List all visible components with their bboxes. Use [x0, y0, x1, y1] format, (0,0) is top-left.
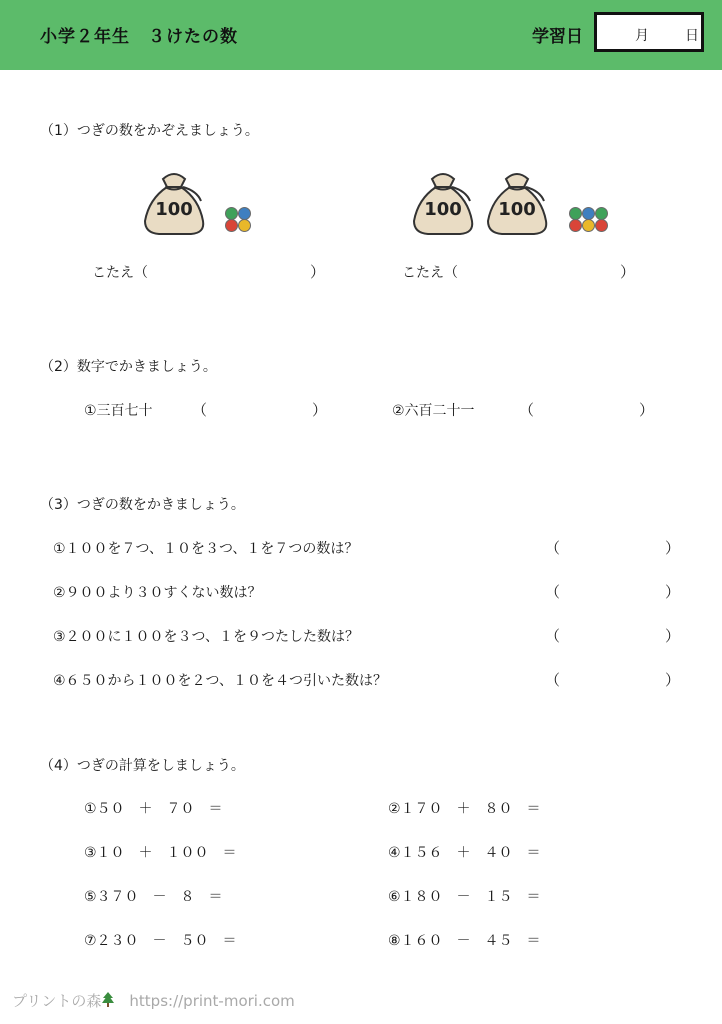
answer-open: （ [519, 401, 535, 419]
bag-value: 100 [155, 199, 193, 220]
date-label: 学習日 [532, 27, 583, 47]
date-field[interactable] [594, 12, 704, 52]
footer-brand: プリントの森 [12, 992, 102, 1010]
answer-label: こたえ（ [402, 265, 458, 281]
section2-item: ②六百二十一 [392, 403, 475, 419]
answer-close: ） [665, 627, 681, 645]
answer-close: ） [665, 671, 681, 689]
answer-close: ） [665, 583, 681, 601]
day-label: 日 [685, 28, 699, 44]
calc-problem: ⑦２３０ － ５０ ＝ [84, 933, 237, 949]
footer [12, 990, 295, 1012]
bag-value: 100 [498, 199, 536, 220]
answer-close: ） [310, 263, 326, 281]
calc-problem: ④１５６ ＋ ４０ ＝ [388, 845, 541, 861]
worksheet-title: 小学２年生 ３けたの数 [40, 27, 238, 47]
answer-open: （ [545, 671, 561, 689]
money-bag-icon [482, 165, 552, 237]
marbles-icon [567, 207, 619, 241]
header-bar [0, 0, 722, 70]
calc-problem: ③１０ ＋ １００ ＝ [84, 845, 237, 861]
bag-value: 100 [424, 199, 462, 220]
answer-close: ） [665, 539, 681, 557]
section3-item: ①１００を７つ、１０を３つ、１を７つの数は？ [53, 541, 359, 557]
money-bag-icon [408, 165, 478, 237]
calc-problem: ②１７０ ＋ ８０ ＝ [388, 801, 541, 817]
calc-problem: ⑤３７０ － ８ ＝ [84, 889, 223, 905]
footer-url[interactable]: https://print-mori.com [129, 992, 295, 1010]
section4-heading: （4）つぎの計算をしましょう。 [40, 758, 245, 774]
section3-heading: （3）つぎの数をかきましょう。 [40, 497, 245, 513]
answer-close: ） [312, 401, 328, 419]
calc-problem: ①５０ ＋ ７０ ＝ [84, 801, 223, 817]
section2-heading: （2）数字でかきましょう。 [40, 359, 217, 375]
tree-icon [101, 992, 115, 1012]
answer-open: （ [545, 583, 561, 601]
answer-close: ） [639, 401, 655, 419]
answer-open: （ [545, 627, 561, 645]
month-label: 月 [635, 28, 649, 44]
section2-item: ①三百七十 [84, 403, 153, 419]
section3-item: ②９００より３０すくない数は？ [53, 585, 262, 601]
section3-item: ④６５０から１００を２つ、１０を４つ引いた数は？ [53, 673, 387, 689]
section3-item: ③２００に１００を３つ、１を９つたした数は？ [53, 629, 359, 645]
section1-heading: （1）つぎの数をかぞえましょう。 [40, 123, 259, 139]
calc-problem: ⑧１６０ － ４５ ＝ [388, 933, 541, 949]
answer-label: こたえ（ [92, 265, 148, 281]
calc-problem: ⑥１８０ － １５ ＝ [388, 889, 541, 905]
answer-open: （ [192, 401, 208, 419]
money-bag-icon [139, 165, 209, 237]
answer-open: （ [545, 539, 561, 557]
marbles-icon [223, 207, 275, 241]
answer-close: ） [620, 263, 636, 281]
